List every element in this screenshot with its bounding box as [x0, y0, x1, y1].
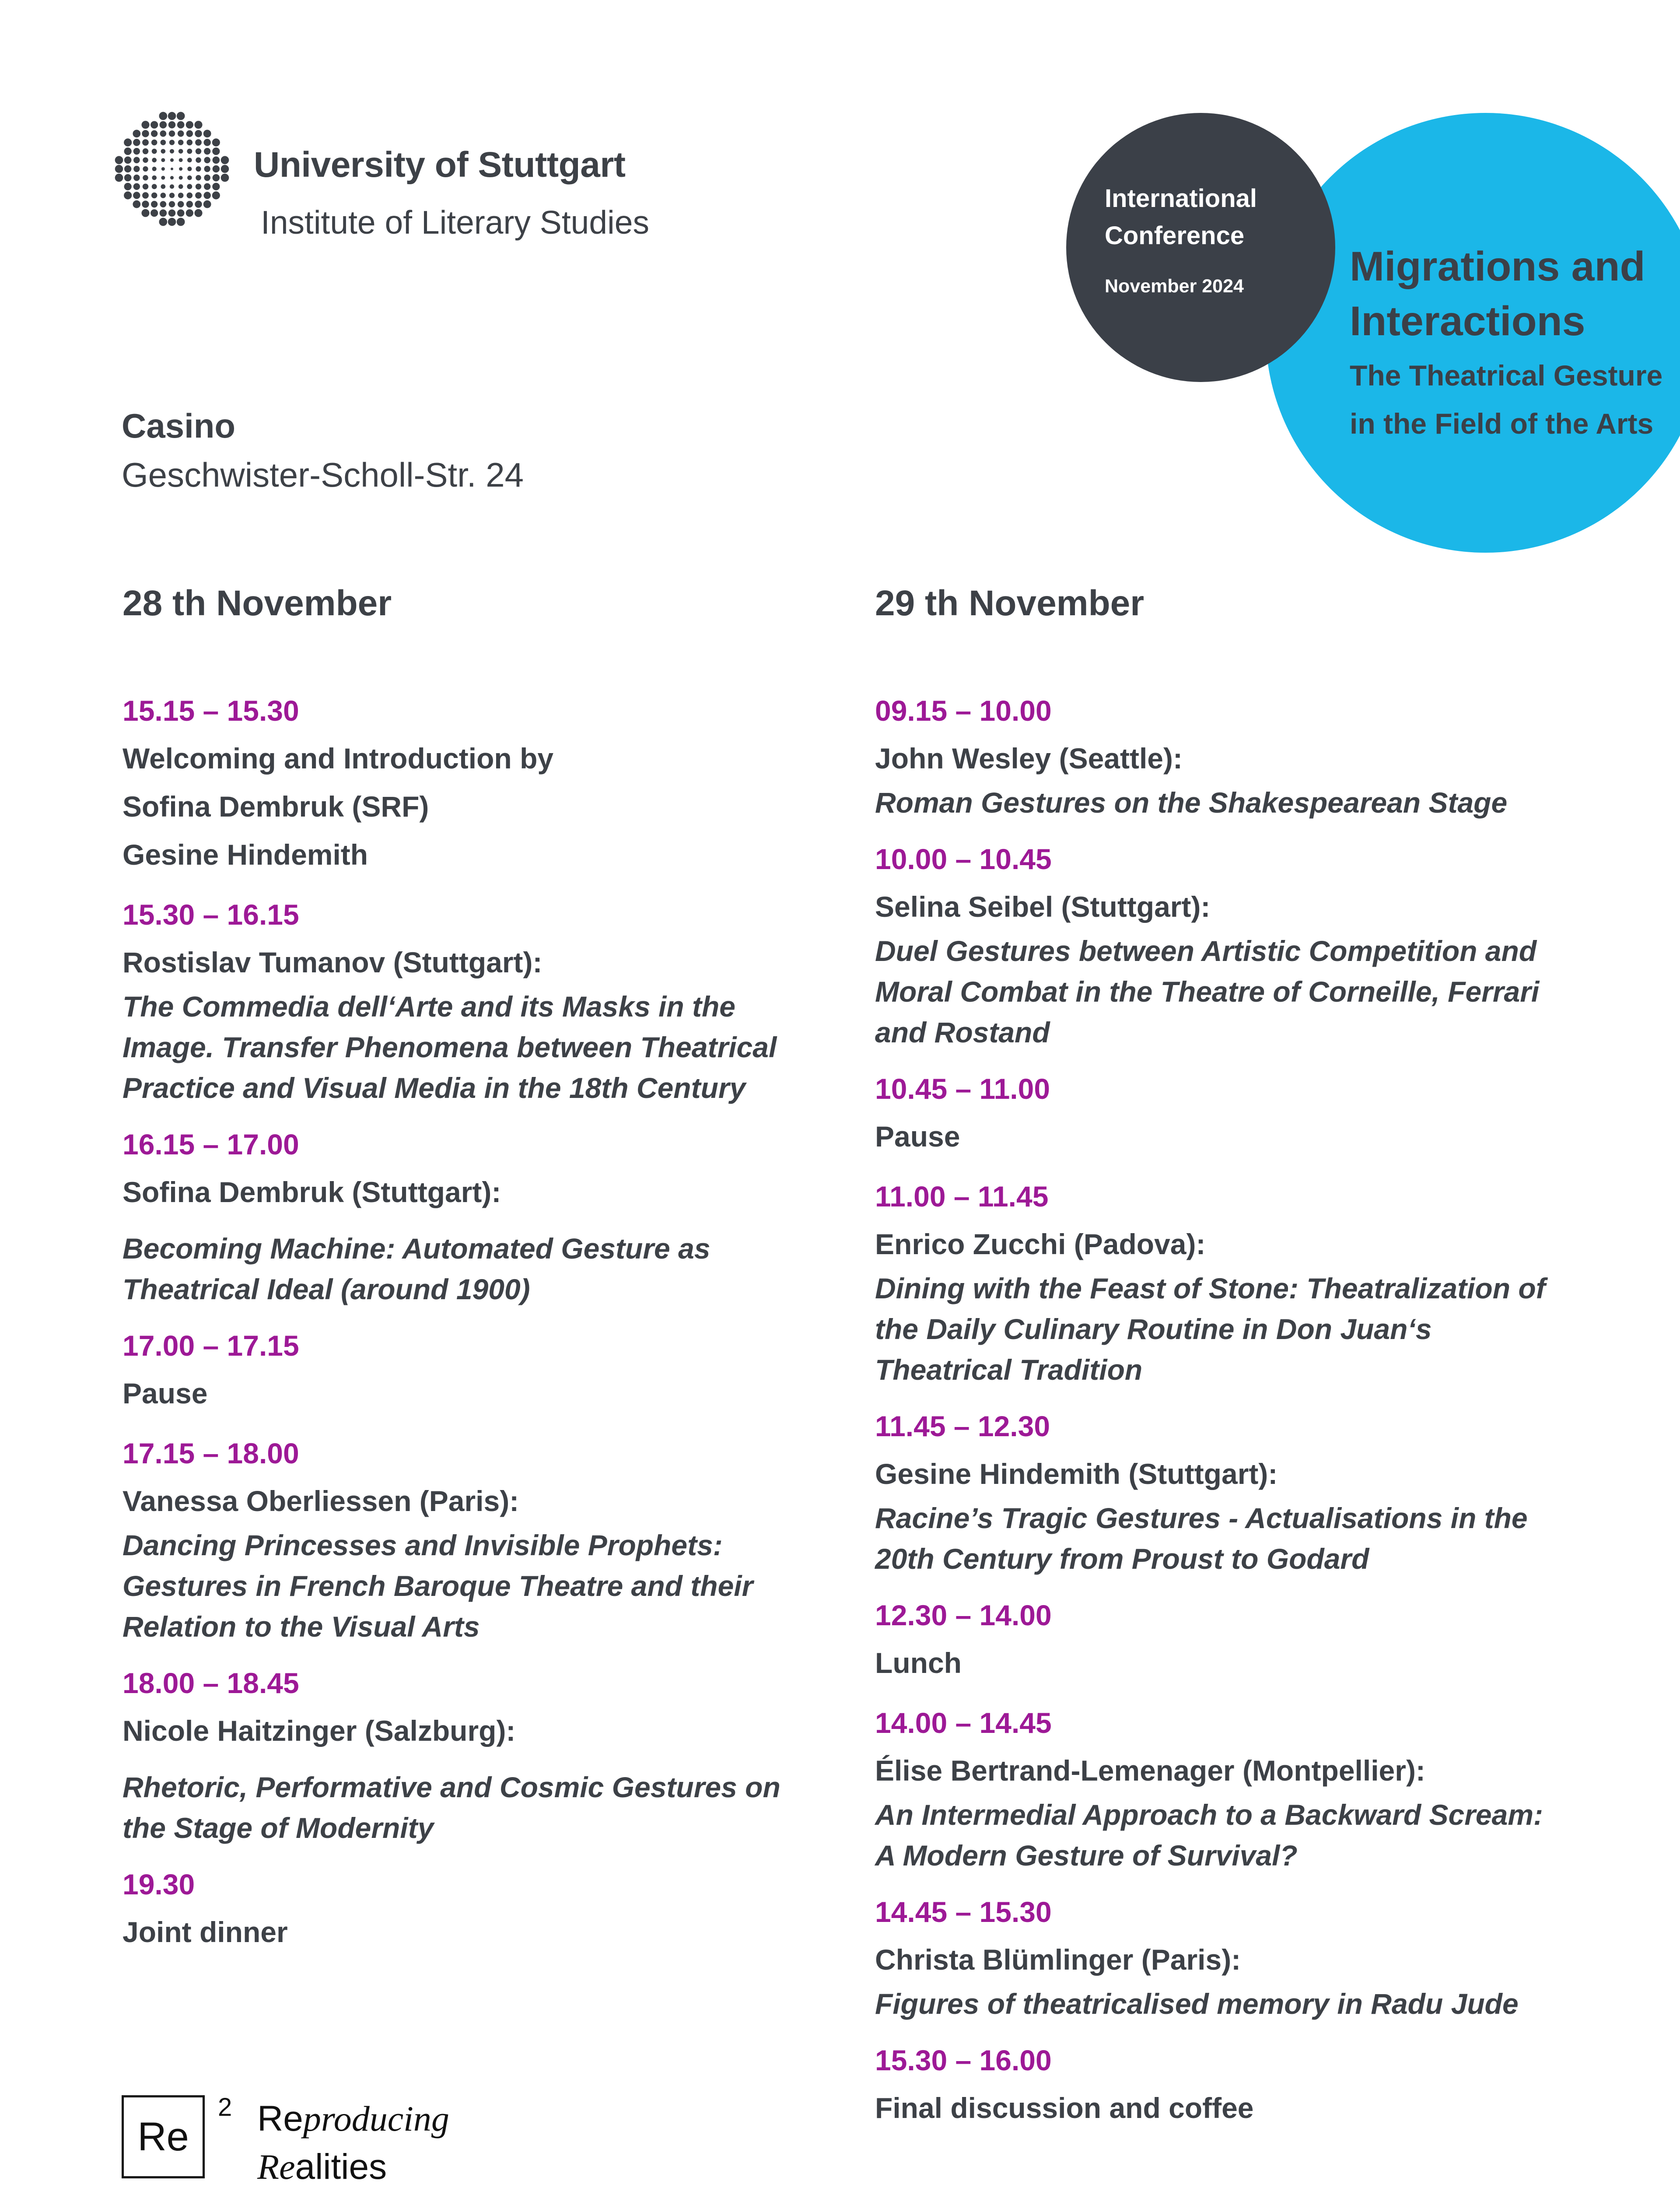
logo-dot [196, 184, 202, 190]
logo-dot [152, 167, 157, 171]
logo-dot [124, 157, 132, 164]
schedule-slot [875, 1592, 1619, 1687]
reproducing-realities-line2 [257, 2146, 387, 2188]
logo-dot [179, 176, 183, 180]
logo-dot [124, 174, 132, 182]
logo-dot [152, 184, 157, 189]
logo-dot [170, 176, 174, 179]
slot-speaker: Lunch [875, 1647, 962, 1679]
logo-dot [187, 193, 193, 199]
logo-dot [161, 158, 165, 162]
talk-title-line: Dining with the Feast of Stone: Theatralization of [875, 1272, 1546, 1304]
venue-address: Geschwister-Scholl-Str. 24 [122, 456, 524, 494]
slot-time: 17.00 – 17.15 [122, 1329, 299, 1362]
logo-dot [171, 168, 173, 170]
logo-dot [187, 167, 192, 171]
schedule-slot [875, 1403, 1619, 1579]
logo-dot [187, 140, 193, 146]
conference-label-line1: International [1105, 184, 1257, 213]
logo-dot [152, 149, 157, 154]
logo-dot [133, 175, 140, 181]
schedule-slot [875, 1065, 1619, 1161]
conference-title-line2: Interactions [1350, 298, 1586, 344]
schedule-slot [875, 2037, 1619, 2132]
slot-time: 12.30 – 14.00 [875, 1599, 1052, 1631]
slot-time: 09.15 – 10.00 [875, 694, 1052, 727]
logo-dot [195, 139, 202, 146]
schedule-slot [875, 835, 1619, 1053]
institute-name: Institute of Literary Studies [261, 204, 649, 241]
logo-dot [212, 147, 220, 155]
logo-dot [168, 121, 175, 128]
schedule-slot [122, 1861, 805, 1956]
logo-dot [194, 121, 202, 129]
logo-dot [177, 210, 185, 217]
logo-dot [161, 184, 166, 189]
university-logo-icon [115, 112, 229, 226]
logo-dot [221, 156, 229, 165]
logo-dot [168, 210, 175, 217]
logo-dot [179, 158, 183, 162]
logo-dot [152, 158, 157, 163]
schedule-slot [122, 687, 805, 879]
talk-title-line: Relation to the Visual Arts [122, 1610, 480, 1643]
logo-dot [203, 192, 210, 199]
slot-time: 17.15 – 18.00 [122, 1437, 299, 1469]
schedule-slot [122, 1322, 805, 1417]
logo-dot [161, 140, 166, 145]
logo-dot [178, 149, 183, 154]
venue-name: Casino [122, 407, 236, 445]
logo-dot [170, 184, 174, 189]
logo-dot [178, 140, 184, 145]
logo-dot [203, 139, 210, 146]
logo-dot [133, 130, 140, 137]
slot-speaker: Pause [122, 1377, 208, 1410]
slot-speaker: Christa Blümlinger (Paris): [875, 1943, 1241, 1976]
logo-dot [212, 138, 220, 146]
slot-speaker: Pause [875, 1120, 960, 1153]
logo-dot [150, 209, 158, 217]
logo-dot [142, 192, 149, 199]
talk-title-line: Duel Gestures between Artistic Competition and [875, 935, 1537, 967]
logo-dot [204, 175, 210, 181]
talk-title-line: An Intermedial Approach to a Backward Scream: [875, 1799, 1543, 1831]
logo-dot [160, 210, 167, 217]
logo-dot [133, 139, 140, 146]
talk-title-line: Image. Transfer Phenomena between Theatrical [122, 1031, 777, 1063]
logo-dot [186, 201, 193, 207]
schedule-slot [875, 1888, 1619, 2024]
logo-dot [133, 148, 140, 154]
logo-dot [142, 130, 149, 137]
logo-dot [151, 193, 158, 199]
schedule-slot [122, 1659, 805, 1848]
logo-dot [159, 112, 168, 120]
logo-dot [195, 192, 202, 199]
logo-line2-suffix: alities [295, 2147, 387, 2187]
slot-time: 14.45 – 15.30 [875, 1896, 1052, 1928]
logo-dot [196, 158, 201, 163]
logo-dot [178, 184, 183, 189]
talk-title-line: Gestures in French Baroque Theatre and their [122, 1570, 753, 1602]
slot-time: 10.45 – 11.00 [875, 1073, 1050, 1105]
logo-dot [178, 130, 184, 137]
university-name: University of Stuttgart [254, 145, 626, 185]
logo-dot [187, 149, 192, 154]
logo-dot [186, 209, 193, 217]
talk-title-line: 20th Century from Proust to Godard [875, 1543, 1369, 1575]
conference-title-line1: Migrations and [1350, 243, 1645, 290]
logo-dot [221, 174, 229, 182]
logo-dot [203, 130, 211, 137]
talk-title-line: Rhetoric, Performative and Cosmic Gestures on [122, 1771, 780, 1803]
logo-dot [151, 201, 158, 207]
logo-dot [178, 201, 184, 207]
logo-dot [143, 158, 148, 163]
logo-dot [161, 193, 166, 198]
schedule-slot [875, 1699, 1619, 1876]
schedule-slot [122, 1121, 805, 1310]
logo-dot [213, 174, 220, 182]
slot-time: 10.00 – 10.45 [875, 843, 1052, 875]
logo-dot [115, 174, 123, 182]
talk-title-line: Theatrical Ideal (around 1900) [122, 1273, 530, 1305]
slot-time: 11.45 – 12.30 [875, 1410, 1050, 1442]
conference-date: November 2024 [1105, 276, 1244, 297]
logo-dot [168, 218, 176, 226]
schedule-slot [875, 687, 1619, 823]
logo-dot [161, 176, 165, 180]
logo-dot [142, 139, 149, 146]
slot-time: 16.15 – 17.00 [122, 1128, 299, 1161]
schedule-slot [875, 1173, 1619, 1390]
day1-program [122, 687, 805, 1968]
logo-dot [196, 166, 201, 172]
logo-dot [204, 148, 210, 154]
slot-speaker: Rostislav Tumanov (Stuttgart): [122, 946, 542, 978]
logo-dot [161, 167, 165, 171]
logo-dot [141, 121, 149, 129]
logo-dot [195, 200, 202, 207]
slot-time: 15.15 – 15.30 [122, 694, 299, 727]
logo-dot [133, 200, 140, 208]
day1-heading: 28 th November [122, 583, 392, 623]
logo-dot [133, 157, 140, 164]
logo-dot [124, 183, 132, 190]
talk-title-line: the Daily Culinary Routine in Don Juan‘s [875, 1313, 1432, 1345]
talk-title-line: Dancing Princesses and Invisible Prophets: [122, 1529, 723, 1561]
slot-time: 18.00 – 18.45 [122, 1667, 299, 1699]
logo-dot [152, 175, 157, 180]
logo-dot [204, 166, 210, 172]
slot-speaker: Welcoming and Introduction by [122, 742, 554, 775]
logo-dot [168, 112, 176, 120]
conference-subtitle-line2: in the Field of the Arts [1350, 407, 1654, 440]
slot-speaker: Sofina Dembruk (Stuttgart): [122, 1176, 501, 1208]
logo-dot [133, 192, 140, 199]
logo-dot [213, 157, 220, 164]
logo-dot [141, 209, 149, 217]
logo-dot [187, 158, 192, 163]
talk-title-line: Racine’s Tragic Gestures - Actualisations in the [875, 1502, 1528, 1534]
logo-dot [187, 184, 192, 189]
conference-label-line2: Conference [1105, 221, 1245, 250]
logo-dot [186, 130, 193, 137]
logo-dot [124, 138, 132, 146]
logo-dot [178, 193, 184, 198]
logo-dot [169, 201, 175, 207]
logo-dot [186, 121, 193, 129]
conference-subtitle-line1: The Theatrical Gesture [1350, 359, 1663, 392]
logo-line1-prefix: Re [257, 2099, 303, 2139]
logo-dot [212, 183, 220, 190]
logo-dot [159, 218, 168, 226]
logo-dot [187, 175, 192, 180]
slot-speaker: Selina Seibel (Stuttgart): [875, 891, 1211, 923]
talk-title-line: Roman Gestures on the Shakespearean Stage [875, 786, 1508, 819]
logo-dot [212, 191, 220, 199]
logo-dot [124, 191, 132, 199]
logo-dot [151, 140, 158, 146]
reproducing-realities-logo-box: Re [122, 2095, 205, 2178]
logo-dot [204, 183, 210, 190]
logo-dot [179, 167, 182, 171]
schedule-slot [122, 1430, 805, 1647]
logo-dot [169, 140, 175, 145]
logo-dot [177, 218, 185, 226]
logo-dot [142, 200, 149, 207]
reproducing-realities-line1 [257, 2098, 449, 2139]
slot-time: 19.30 [122, 1868, 195, 1900]
logo-dot [150, 121, 158, 129]
logo-dot [160, 201, 167, 207]
logo-line2-prefix: Re [257, 2147, 295, 2187]
slot-speaker: Gesine Hindemith (Stuttgart): [875, 1458, 1278, 1490]
logo-dot [151, 130, 158, 137]
slot-speaker: Vanessa Oberliessen (Paris): [122, 1485, 519, 1517]
logo-dot [143, 148, 149, 154]
logo-dot [177, 112, 185, 120]
talk-title-line: The Commedia dell‘Arte and its Masks in the [122, 990, 735, 1023]
slot-speaker: Joint dinner [122, 1916, 288, 1948]
day2-heading: 29 th November [875, 583, 1144, 623]
talk-title-line: Figures of theatricalised memory in Radu Jude [875, 1988, 1519, 2020]
logo-dot [169, 130, 175, 137]
slot-speaker: Sofina Dembruk (SRF) [122, 790, 429, 823]
talk-title-line: Moral Combat in the Theatre of Corneille, Ferrari [875, 975, 1540, 1008]
logo-dot [194, 209, 202, 217]
logo-dot [115, 156, 123, 165]
talk-title-line: A Modern Gesture of Survival? [875, 1839, 1298, 1872]
logo-dot [170, 158, 174, 162]
logo-dot [124, 147, 132, 155]
talk-title-line: Theatrical Tradition [875, 1353, 1143, 1386]
logo-dot [143, 166, 148, 172]
slot-speaker: Nicole Haitzinger (Salzburg): [122, 1715, 516, 1747]
slot-time: 11.00 – 11.45 [875, 1180, 1049, 1213]
day2-program [875, 687, 1619, 2144]
talk-title-line: and Rostand [875, 1016, 1050, 1048]
logo-dot [160, 130, 167, 137]
slot-time: 15.30 – 16.15 [122, 898, 299, 931]
slot-speaker: Élise Bertrand-Lemenager (Montpellier): [875, 1754, 1425, 1787]
slot-speaker: Final discussion and coffee [875, 2092, 1254, 2124]
logo-dot [177, 121, 185, 129]
logo-dot [133, 183, 140, 190]
logo-dot [170, 149, 174, 154]
logo-dot [169, 193, 175, 198]
logo-dot [196, 148, 202, 154]
logo-dot [124, 165, 131, 172]
schedule-slot [122, 891, 805, 1108]
logo-dot [196, 175, 201, 181]
logo-dot [204, 157, 210, 164]
logo-dot [143, 184, 149, 190]
logo-dot [160, 121, 167, 129]
logo-dot [195, 130, 202, 137]
logo-dot [133, 166, 140, 172]
slot-speaker: John Wesley (Seattle): [875, 742, 1183, 775]
logo-dot [143, 175, 148, 181]
slot-time: 14.00 – 14.45 [875, 1707, 1052, 1739]
slot-speaker: Enrico Zucchi (Padova): [875, 1228, 1206, 1260]
logo-dot [221, 165, 229, 173]
talk-title-line: the Stage of Modernity [122, 1812, 434, 1844]
talk-title-line: Practice and Visual Media in the 18th Century [122, 1072, 746, 1104]
logo-dot [203, 200, 211, 208]
slot-speaker: Gesine Hindemith [122, 838, 368, 871]
logo-dot [161, 149, 166, 154]
talk-title-line: Becoming Machine: Automated Gesture as [122, 1232, 710, 1265]
logo-dot [213, 165, 220, 172]
logo-line1-suffix: producing [303, 2099, 449, 2139]
reproducing-realities-superscript: 2 [218, 2093, 232, 2121]
logo-dot [115, 165, 123, 173]
slot-time: 15.30 – 16.00 [875, 2044, 1052, 2076]
